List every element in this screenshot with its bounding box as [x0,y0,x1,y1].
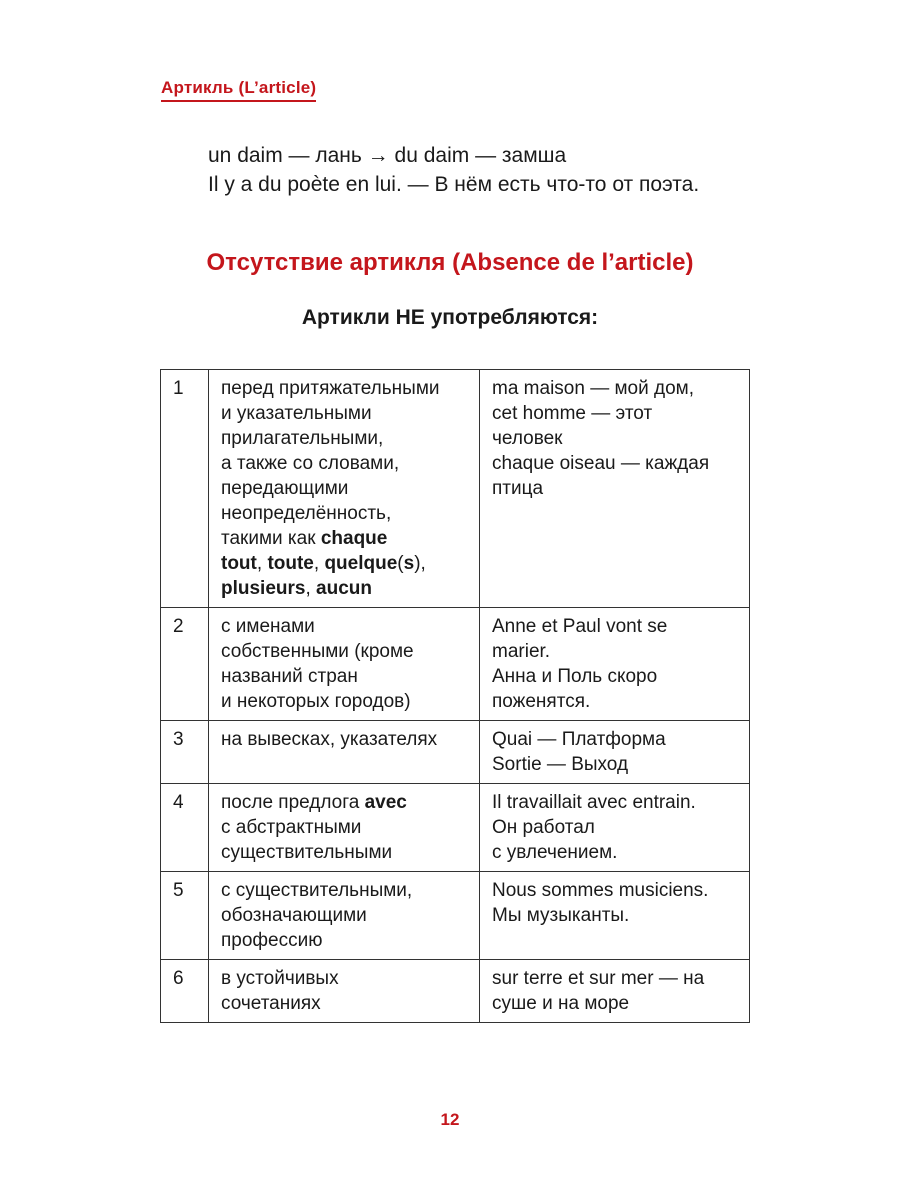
example-line: суше и на море [492,993,630,1014]
separator: , [305,578,317,599]
table-row [161,960,750,1023]
example-line: Он работал [492,817,595,838]
rule-line: неопределённость, [221,503,392,524]
rule-line: передающими [221,478,349,499]
rule-cell [209,370,480,608]
example-line: поженятся. [492,691,591,712]
keyword-chaque: chaque [320,528,388,549]
example-line: Sortie — Выход [492,754,629,775]
rule-line [221,551,467,576]
rule-line: прилагательными, [221,428,384,449]
example-cell [480,960,750,1023]
row-number: 1 [161,370,209,608]
rule-line: названий стран [221,666,358,687]
example-cell [480,370,750,608]
example-line: человек [492,428,563,449]
rule-line [221,526,467,551]
table-row [161,370,750,608]
example-line: с увлечением. [492,842,618,863]
example-cell [480,608,750,721]
row-number: 6 [161,960,209,1023]
example-cell [480,872,750,960]
rule-line: с абстрактными [221,817,362,838]
rule-text: после предлога [221,792,365,813]
rule-line [221,790,467,815]
rule-text: такими как [221,528,321,549]
rule-line: на вывесках, указателях [221,729,438,750]
example-line: Quai — Платформа [492,729,666,750]
paren-open: ( [397,553,404,574]
rule-line: в устойчивых [221,968,339,989]
rule-line: и некоторых городов) [221,691,411,712]
example-line: Анна и Поль скоро [492,666,658,687]
example-line: Il travaillait avec entrain. [492,792,696,813]
rule-cell [209,721,480,784]
separator: , [256,553,268,574]
rule-line: перед притяжательными [221,378,440,399]
rule-cell [209,608,480,721]
rule-line: с именами [221,616,315,637]
example-line: cet homme — этот [492,403,653,424]
row-number: 4 [161,784,209,872]
rules-table [160,369,750,1023]
separator: , [313,553,325,574]
keyword-avec: avec [364,792,407,813]
rule-line: и указательными [221,403,372,424]
rule-line: обозначающими [221,905,367,926]
example-line: chaque oiseau — каждая [492,453,710,474]
example-line: un daim — лань → du daim — замша [208,144,567,167]
paren-close: ), [414,553,426,574]
example-line: ma maison — мой дом, [492,378,694,399]
rule-line: сочетаниях [221,993,321,1014]
keyword-s: s [403,553,415,574]
table-row [161,872,750,960]
keyword-aucun: aucun [316,578,372,599]
row-number: 2 [161,608,209,721]
example-line: Nous sommes musiciens. [492,880,709,901]
example-line: Il y a du poète en lui. — В нём есть что-то от поэта. [208,173,700,196]
example-line: sur terre et sur mer — на [492,968,705,989]
keyword-tout: tout [221,553,257,574]
example-line: marier. [492,641,551,662]
section-subtitle: Артикли НЕ употребляются: [301,306,599,329]
intro-examples [208,141,699,199]
rule-line: профессию [221,930,323,951]
example-cell [480,721,750,784]
rule-cell [209,784,480,872]
table-row [161,721,750,784]
rule-cell [209,872,480,960]
keyword-quelque: quelque [324,553,398,574]
keyword-toute: toute [267,553,314,574]
table-row [161,784,750,872]
section-title: Отсутствие артикля (Absence de l’article) [206,249,694,276]
row-number: 5 [161,872,209,960]
page-number: 12 [440,1110,460,1129]
rule-line: существительными [221,842,393,863]
example-line: Anne et Paul vont se [492,616,668,637]
keyword-plusieurs: plusieurs [221,578,306,599]
example-line: птица [492,478,544,499]
example-cell [480,784,750,872]
table-row [161,608,750,721]
row-number: 3 [161,721,209,784]
rule-line [221,576,467,601]
rule-line: а также со словами, [221,453,400,474]
rule-cell [209,960,480,1023]
running-title: Артикль (L’article) [161,78,316,102]
rule-line: с существительными, [221,880,413,901]
example-line: Мы музыканты. [492,905,630,926]
rule-line: собственными (кроме [221,641,414,662]
